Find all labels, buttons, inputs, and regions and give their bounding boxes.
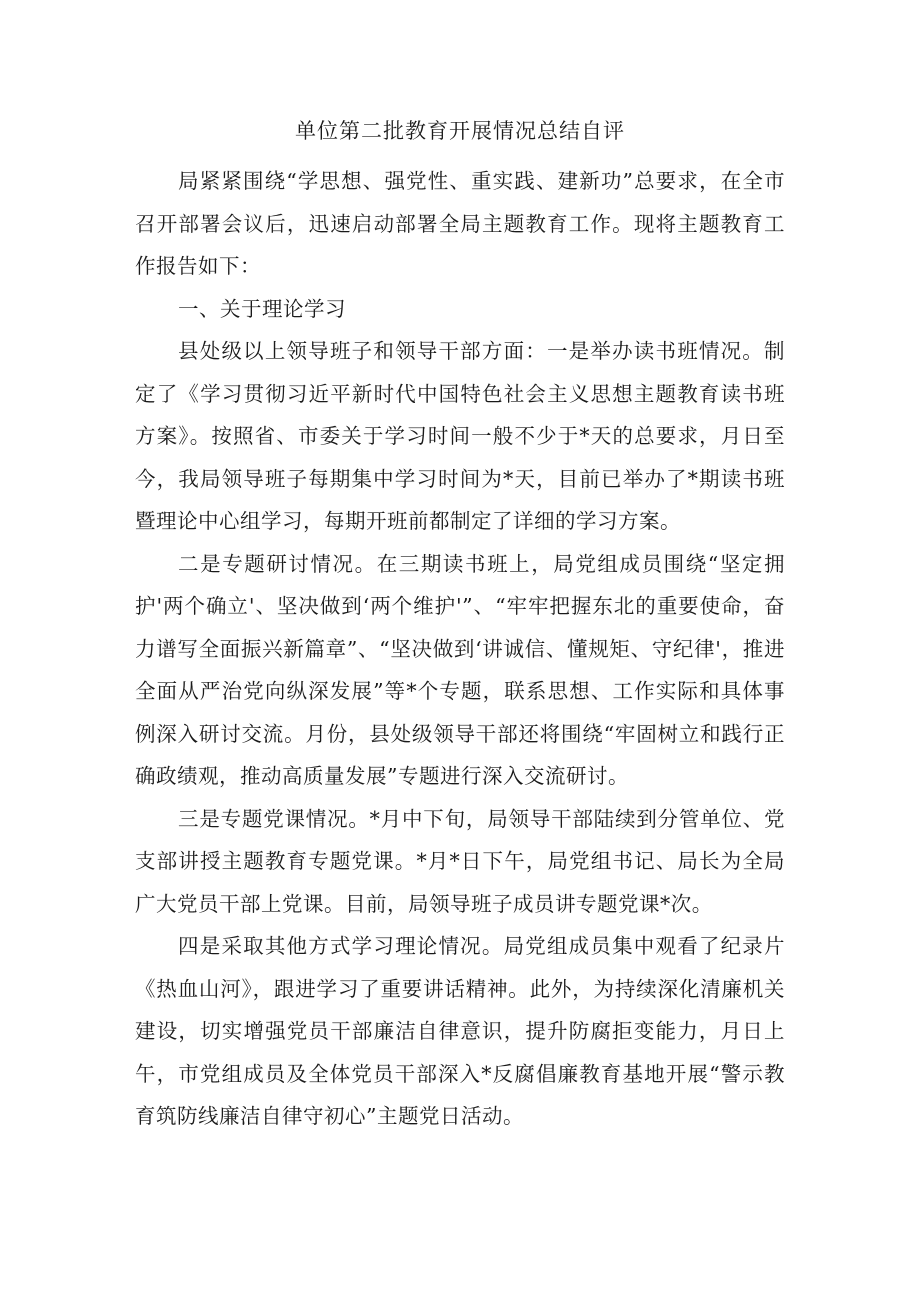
paragraph-special-seminar: 二是专题研讨情况。在三期读书班上，局党组成员围绕“坚定拥护'两个确立'、坚决做到‘两个维护'”、“牢牢把握东北的重要使命，奋力谱写全面振兴新篇章”、“坚决做到‘讲诚信、懂规矩、守纪律'，推进全面从严治党向纵深发展”等*个专题，联系思想、工作实际和具体事例深入研讨交流。月份，县处级领导干部还将围绕“牢固树立和践行正确政绩观，推动高质量发展”专题进行深入交流研讨。: [135, 551, 785, 788]
paragraph-party-lecture: 三是专题党课情况。*月中下旬，局领导干部陆续到分管单位、党支部讲授主题教育专题党课。*月*日下午，局党组书记、局长为全局广大党员干部上党课。目前，局领导班子成员讲专题党课*次。: [135, 806, 785, 916]
document-body: [135, 160, 785, 1138]
paragraph-other-study: 四是采取其他方式学习理论情况。局党组成员集中观看了纪录片《热血山河》，跟进学习了重要讲话精神。此外，为持续深化清廉机关建设，切实增强党员干部廉洁自律意识，提升防腐拒变能力，月日上午，市党组成员及全体党员干部深入*反腐倡廉教育基地开展“警示教育筑防线廉洁自律守初心”主题党日活动。: [135, 934, 785, 1128]
intro-paragraph: 局紧紧围绕“学思想、强党性、重实践、建新功”总要求，在全市召开部署会议后，迅速启动部署全局主题教育工作。现将主题教育工作报告如下：: [135, 169, 785, 278]
paragraph-reading-class: 县处级以上领导班子和领导干部方面：一是举办读书班情况。制定了《学习贯彻习近平新时代中国特色社会主义思想主题教育读书班方案》。按照省、市委关于学习时间一般不少于*天的总要求，月日至今，我局领导班子每期集中学习时间为*天，目前已举办了*期读书班暨理论中心组学习，每期开班前都制定了详细的学习方案。: [135, 339, 785, 533]
section-heading-theory-study: 一、关于理论学习: [178, 296, 347, 321]
document-title: 单位第二批教育开展情况总结自评: [295, 119, 625, 143]
